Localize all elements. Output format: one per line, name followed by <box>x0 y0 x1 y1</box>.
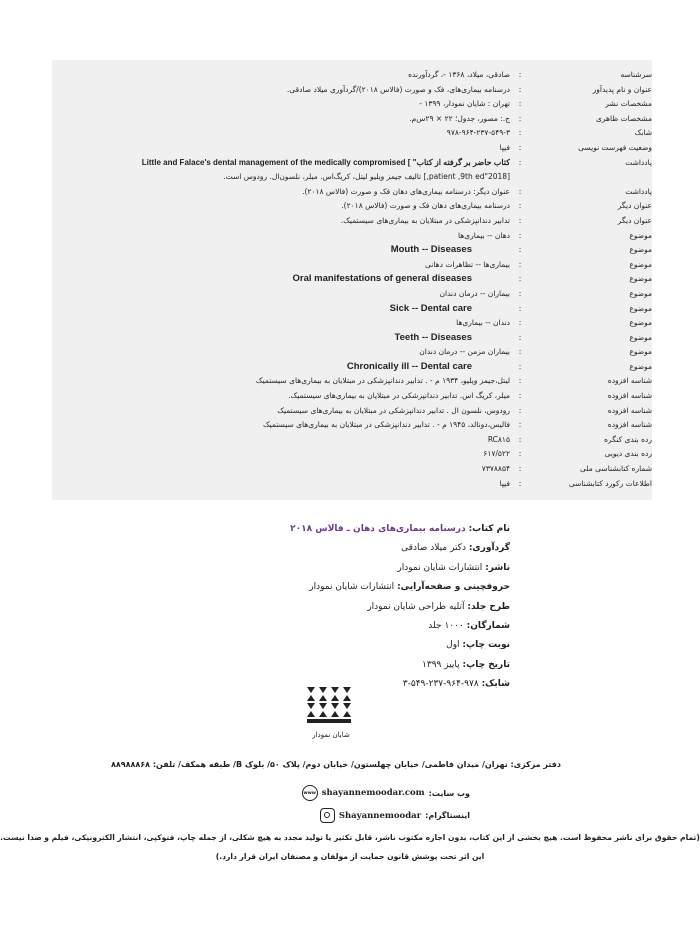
cip-separator: : <box>518 464 522 474</box>
cip-value: Oral manifestations of general diseases <box>292 273 472 285</box>
cip-label: موضوع <box>629 230 652 240</box>
cip-separator: : <box>518 332 522 342</box>
cip-row <box>52 141 652 156</box>
cip-separator: : <box>518 274 522 284</box>
cip-value: فیپا <box>499 142 510 152</box>
cip-row <box>52 68 652 83</box>
cip-value: ۷۳۷۸۸۵۴ <box>481 464 510 474</box>
cip-value: عنوان دیگر: درسنامه بیماری‌های دهان فک و صورت (فالاس ۲۰۱۸). <box>302 186 510 196</box>
cip-separator: : <box>518 70 522 79</box>
cip-label: عنوان دیگر <box>617 201 652 211</box>
cip-value: درسنامه بیماری‌های، فک و صورت (فالاس ۲۰۱۸)/گردآوری میلاد صادقی. <box>286 84 510 94</box>
cip-value: تدابیر دندانپزشکی در مبتلایان به بیماری‌های سیستمیک. <box>340 215 510 225</box>
cip-value: بیماران مزمن -- درمان دندان <box>419 347 510 357</box>
cip-separator: : <box>518 142 522 152</box>
cip-label: موضوع <box>629 259 652 269</box>
cip-label: رده بندی کنگره <box>604 434 652 444</box>
cip-value: صادقی، میلاد، ۱۳۶۸ -، گردآورنده <box>408 70 510 79</box>
instagram-row <box>240 808 470 823</box>
cip-row <box>52 229 652 244</box>
cip-value: تهران : شایان نمودار، ۱۳۹۹ - <box>419 99 510 109</box>
cip-value: فالیس،دونالد، ۱۹۴۵ م - . تدابیر دندانپزشکی در مبتلایان به بیماری‌های سیستمیک <box>262 420 510 430</box>
cip-separator: : <box>518 215 522 225</box>
cip-value <box>52 156 510 185</box>
publisher-logo-icon <box>305 685 357 725</box>
cip-value: ۹۷۸-۹۶۴-۲۳۷-۵۴۹-۳ <box>446 128 510 138</box>
cip-row <box>52 374 652 389</box>
logo-caption: شایان نمودار <box>312 731 350 739</box>
cip-row <box>52 477 652 492</box>
cip-separator: : <box>518 128 522 138</box>
cip-value: بیماری‌ها -- تظاهرات دهانی <box>425 259 510 269</box>
credit-typesetting: حروفچینی و صفحه‌آرایی: انتشارات شایان نمودار <box>309 582 510 593</box>
cip-separator: : <box>518 420 522 430</box>
credit-compiler: گردآوری: دکتر میلاد صادقی <box>401 543 510 554</box>
cip-separator: : <box>518 434 522 444</box>
cip-label: موضوع <box>629 332 652 342</box>
rights-line-2: این اثر تحت پوشش قانون حمایت از مولفان و مصنفان ایران قرار دارد.) <box>215 852 485 861</box>
cip-row <box>52 126 652 141</box>
cip-label: شناسه افزوده <box>607 420 652 430</box>
cip-row <box>52 214 652 229</box>
instagram-icon <box>320 808 335 823</box>
cip-label: شماره کتابشناسی ملی <box>580 464 652 474</box>
credit-date: تاریخ چاپ: پاییز ۱۳۹۹ <box>422 659 510 670</box>
rights-line-1: (تمام حقوق برای ناشر محفوظ است. هیچ بخشی از این کتاب، بدون اجازه مکتوب ناشر، قابل تکثیر یا تولید مجدد به هیچ شکلی، از جمله چاپ، فتوکپی، انتشار الکترونیکی، فیلم و صدا نیست. <box>0 833 700 842</box>
cip-row <box>52 185 652 200</box>
credit-edition: نوبت چاپ: اول <box>446 640 510 651</box>
cip-row <box>52 462 652 477</box>
cip-row <box>52 258 652 273</box>
cip-label: یادداشت <box>625 157 652 167</box>
cip-value: فیپا <box>499 478 510 488</box>
cip-label: شابک <box>634 128 652 138</box>
copyright-notice <box>0 828 700 866</box>
credit-book-title: نام کتاب: درسنامه بیماری‌های دهان ـ فالاس ۲۰۱۸ <box>290 524 510 534</box>
cip-value-line: [2018"patient ,9th ed,] تالیف جیمز ویلیو لیتل، کریگ‌اس. میلر، نلسون‌ال. رودوس است. <box>223 172 510 182</box>
credit-isbn: شابک: ۹۷۸-۹۶۴-۲۳۷-۵۴۹-۳ <box>402 679 510 690</box>
instagram-handle[interactable]: Shayannemoodar <box>338 810 422 821</box>
cip-row <box>52 112 652 127</box>
cip-separator: : <box>518 201 522 211</box>
cip-value: RC۸۱۵ <box>487 434 510 444</box>
cip-label: موضوع <box>629 288 652 298</box>
cip-label: مشخصات ظاهری <box>595 113 652 123</box>
cip-row <box>52 272 652 287</box>
cip-separator: : <box>518 347 522 357</box>
cip-separator: : <box>518 230 522 240</box>
cip-separator: : <box>518 449 522 459</box>
cip-row <box>52 418 652 433</box>
cip-label: موضوع <box>629 361 652 371</box>
cip-value: بیماران -- درمان دندان <box>439 288 510 298</box>
credit-print-run: شمارگان: ۱۰۰۰ جلد <box>428 621 510 632</box>
cip-label: رده بندی دیویی <box>604 449 652 459</box>
cip-value: رودوس، نلسون ال . تدابیر دندانپزشکی در مبتلایان به بیماری‌های سیستمیک <box>277 405 510 415</box>
cip-separator: : <box>518 391 522 401</box>
cip-separator: : <box>518 376 522 386</box>
cip-row <box>52 345 652 360</box>
cip-row <box>52 199 652 214</box>
cip-label: اطلاعات رکورد کتابشناسی <box>568 478 652 488</box>
cip-label: موضوع <box>629 347 652 357</box>
cip-separator: : <box>518 245 522 255</box>
cip-separator: : <box>518 303 522 313</box>
cip-row <box>52 287 652 302</box>
cip-separator: : <box>518 157 522 167</box>
cip-label: شناسه افزوده <box>607 405 652 415</box>
cip-value: دهان -- بیماری‌ها <box>458 230 510 240</box>
website-link[interactable]: shayannemoodar.com <box>321 788 425 798</box>
cip-separator: : <box>518 361 522 371</box>
cip-separator: : <box>518 288 522 298</box>
cip-value: Teeth -- Diseases <box>394 331 472 343</box>
cip-value: ج.: مصور، جدول؛ ۲۲ × ۲۹س‌م. <box>409 113 510 123</box>
cip-value: ۶۱۷/۵۲۲ <box>483 449 510 459</box>
cip-value: درسنامه بیماری‌های دهان فک و صورت (فالاس ۲۰۱۸). <box>341 201 510 211</box>
office-address: دفتر مرکزی: تهران/ میدان فاطمی/ خیابان چهلستون/ خیابان دوم/ پلاک ۵۰/ بلوک B/ طبقه همکف/ تلفن: ۸۸۹۸۸۸۶۸ <box>110 760 562 769</box>
cip-label: شناسه افزوده <box>607 391 652 401</box>
cip-separator: : <box>518 405 522 415</box>
cip-value: Mouth -- Diseases <box>390 244 472 256</box>
cip-row <box>52 243 652 258</box>
cip-row <box>52 404 652 419</box>
cip-value: دندان -- بیماری‌ها <box>456 318 510 328</box>
globe-icon: www <box>302 785 318 801</box>
cip-label: موضوع <box>629 245 652 255</box>
cip-value: لیتل،جیمز ویلیو، ۱۹۳۴ م - . تدابیر دندانپزشکی در مبتلایان به بیماری‌های سیستمیک <box>255 376 510 386</box>
cip-row <box>52 389 652 404</box>
cip-label: مشخصات نشر <box>605 99 652 109</box>
cip-row <box>52 331 652 346</box>
cip-value: Sick -- Dental care <box>389 302 472 314</box>
cip-separator: : <box>518 186 522 196</box>
cip-label: عنوان و نام پدیدآور <box>592 84 652 94</box>
cip-row <box>52 97 652 112</box>
cip-catalog-block <box>52 60 652 500</box>
cip-row <box>52 156 652 185</box>
cip-separator: : <box>518 99 522 109</box>
cip-row <box>52 302 652 317</box>
cip-label: وضعیت فهرست نویسی <box>578 142 652 152</box>
cip-row <box>52 360 652 375</box>
cip-value-line: Little and Falace's dental management of the medically compromised [ "کتاب حاضر بر گرفته از کتاب <box>141 157 510 167</box>
instagram-label: اینستاگرام: <box>425 811 470 820</box>
cip-label: موضوع <box>629 318 652 328</box>
cip-value: میلر، کریگ اس. تدابیر دندانپزشکی در مبتلایان به بیماری‌های سیستمیک. <box>288 391 510 401</box>
credit-publisher: ناشر: انتشارات شایان نمودار <box>397 562 510 573</box>
cip-label: سرشناسه <box>620 70 652 79</box>
cip-separator: : <box>518 113 522 123</box>
cip-row <box>52 83 652 98</box>
cip-label: موضوع <box>629 303 652 313</box>
credits-block <box>180 520 510 695</box>
cip-label: شناسه افزوده <box>607 376 652 386</box>
cip-row <box>52 316 652 331</box>
cip-label: یادداشت <box>625 186 652 196</box>
cip-value: Chronically ill -- Dental care <box>346 360 472 372</box>
cip-row <box>52 447 652 462</box>
cip-separator: : <box>518 259 522 269</box>
cip-label: موضوع <box>629 274 652 284</box>
cip-row <box>52 433 652 448</box>
website-row <box>240 785 470 801</box>
cip-label: عنوان دیگر <box>617 215 652 225</box>
cip-separator: : <box>518 318 522 328</box>
website-label: وب سایت: <box>428 788 470 798</box>
credit-cover: طرح جلد: آتلیه طراحی شایان نمودار <box>367 601 510 612</box>
cip-separator: : <box>518 478 522 488</box>
cip-separator: : <box>518 84 522 94</box>
